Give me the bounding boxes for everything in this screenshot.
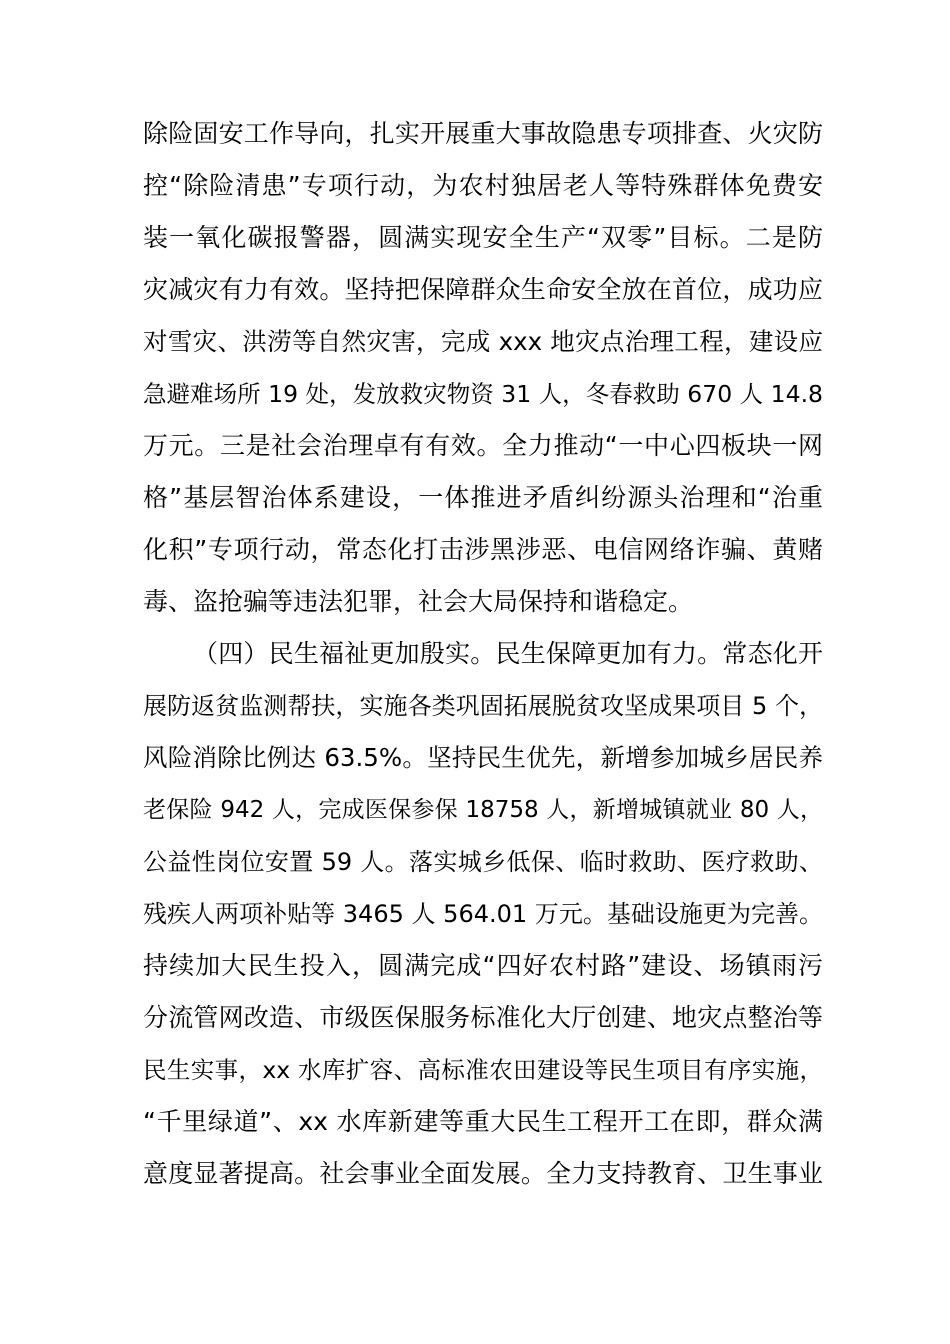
text-line: 急避难场所 19 处，发放救灾物资 31 人，冬春救助 670 人 14.8: [143, 380, 823, 408]
text-line: 格”基层智治体系建设，一体推进矛盾纠纷源头治理和“治重: [143, 483, 823, 512]
text-line: 残疾人两项补贴等 3465 人 564.01 万元。基础设施更为完善。: [143, 900, 823, 928]
section-heading-line: （四）民生福祉更加殷实。民生保障更加有力。常态化开: [193, 639, 823, 668]
text-line: 除险固安工作导向，扎实开展重大事故隐患专项排查、火灾防: [143, 119, 823, 148]
text-line: 装一氧化碳报警器，圆满实现安全生产“双零”目标。二是防: [143, 223, 823, 252]
text-line: 持续加大民生投入，圆满完成“四好农村路”建设、场镇雨污: [143, 951, 823, 980]
text-line: “千里绿道”、xx 水库新建等重大民生工程开工在即，群众满: [143, 1107, 823, 1136]
text-line: 展防返贫监测帮扶，实施各类巩固拓展脱贫攻坚成果项目 5 个，: [143, 692, 823, 720]
text-line: 控“除险清患”专项行动，为农村独居老人等特殊群体免费安: [143, 171, 823, 200]
text-line: 万元。三是社会治理卓有有效。全力推动“一中心四板块一网: [143, 431, 823, 460]
text-line: 风险消除比例达 63.5%。坚持民生优先，新增参加城乡居民养: [143, 743, 823, 772]
text-line: 公益性岗位安置 59 人。落实城乡低保、临时救助、医疗救助、: [143, 848, 823, 876]
text-line: 对雪灾、洪涝等自然灾害，完成 xxx 地灾点治理工程，建设应: [143, 327, 823, 356]
paragraph-end-line: 毒、盗抢骗等违法犯罪，社会大局保持和谐稳定。: [143, 587, 694, 616]
text-line: 民生实事，xx 水库扩容、高标准农田建设等民生项目有序实施，: [143, 1056, 823, 1084]
text-line: 意度显著提高。社会事业全面发展。全力支持教育、卫生事业: [143, 1159, 823, 1188]
text-line: 分流管网改造、市级医保服务标准化大厅创建、地灾点整治等: [143, 1003, 823, 1032]
body-text: [143, 108, 823, 1200]
text-line: 化积”专项行动，常态化打击涉黑涉恶、电信网络诈骗、黄赌: [143, 535, 823, 564]
text-line: 老保险 942 人，完成医保参保 18758 人，新增城镇就业 80 人，: [143, 797, 823, 823]
text-line: 灾减灾有力有效。坚持把保障群众生命安全放在首位，成功应: [143, 275, 823, 304]
